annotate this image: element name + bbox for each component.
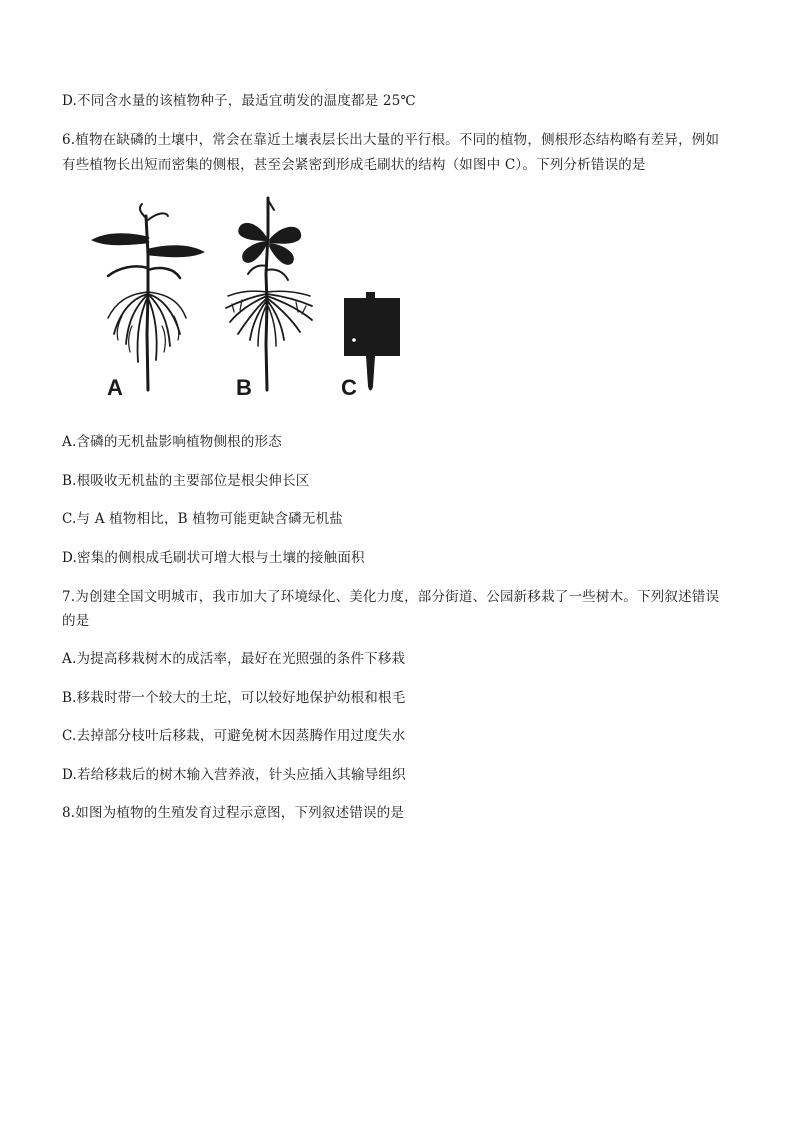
q7-option-d: D.若给移栽后的树木输入营养液，针头应插入其输导组织 (62, 767, 406, 783)
q5-option-d: D.不同含水量的该植物种子，最适宜萌发的温度都是 25℃ (62, 93, 416, 109)
q6-option-a: A.含磷的无机盐影响植物侧根的形态 (62, 434, 282, 450)
q7-stem-line-2: 的是 (62, 613, 90, 629)
q7-stem-line-1: 7.为创建全国文明城市，我市加大了环境绿化、美化力度，部分街道、公园新移栽了一些树木。下列叙述错误 (62, 589, 720, 605)
q7-option-c: C.去掉部分枝叶后移栽，可避免树木因蒸腾作用过度失水 (62, 728, 406, 744)
q6-stem-line-1: 6.植物在缺磷的土壤中，常会在靠近土壤表层长出大量的平行根。不同的植物，侧根形态结构略有差异，例如 (62, 132, 720, 148)
q7-option-a: A.为提高移栽树木的成活率，最好在光照强的条件下移栽 (62, 651, 406, 667)
plant-b-drawing (226, 198, 312, 390)
q6-option-d: D.密集的侧根成毛刷状可增大根与土壤的接触面积 (62, 550, 365, 566)
plant-root-figure (62, 194, 422, 408)
q7-option-b: B.移栽时带一个较大的土坨，可以较好地保护幼根和根毛 (62, 690, 406, 706)
q6-option-b: B.根吸收无机盐的主要部位是根尖伸长区 (62, 473, 310, 489)
q6-option-c: C.与 A 植物相比，B 植物可能更缺含磷无机盐 (62, 511, 343, 527)
figure-label-c: C (341, 375, 357, 400)
q6-stem-line-2: 有些植物长出短而密集的侧根，甚至会紧密到形成毛刷状的结构（如图中 C）。下列分析错误的是 (62, 157, 646, 173)
figure-label-a: A (107, 375, 123, 400)
figure-label-b: B (236, 375, 252, 400)
q8-stem: 8.如图为植物的生殖发育过程示意图，下列叙述错误的是 (62, 805, 405, 821)
plant-a-drawing (94, 204, 202, 390)
